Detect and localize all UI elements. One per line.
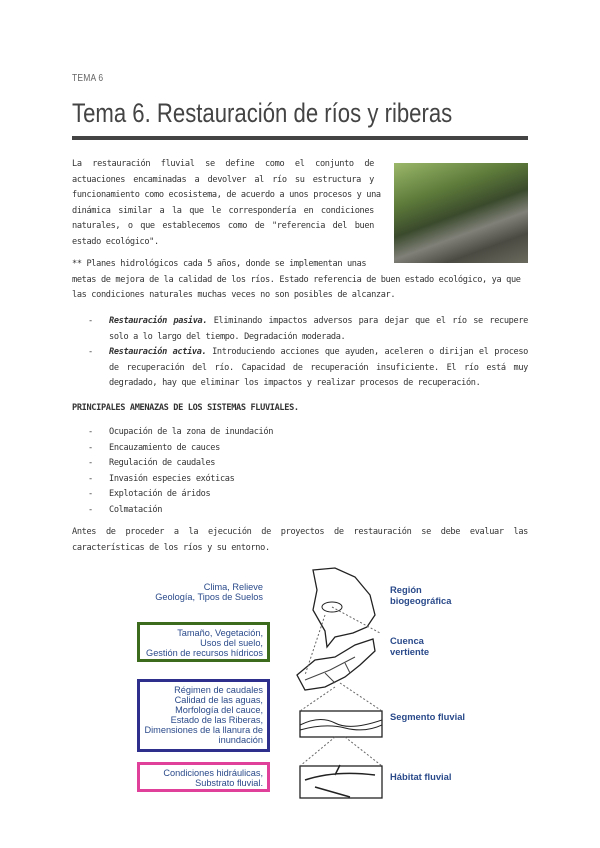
text-line: metas de mejora de la calidad de los ríos. Estado referencia de buen estado ecológico, ya que (72, 274, 521, 285)
scale-label-region: Región biogeográfica (390, 584, 452, 606)
factor-label: Régimen de caudales Calidad de las aguas, Morfología del cauce, Estado de las Riberas, Dimensiones de la llanura de inundación (144, 685, 263, 745)
section-kicker: TEMA 6 (72, 73, 104, 84)
text-line: ** Planes hidrológicos cada 5 años, donde se implementan unas (72, 259, 367, 269)
list-item: - Regulación de caudales (88, 456, 273, 472)
closing-paragraph (72, 525, 528, 556)
factor-label: Tamaño, Vegetación, Usos del suelo, Gestión de recursos hídricos (146, 628, 263, 658)
text-line: Eliminando impactos adversos para dejar que el río se recupere (213, 316, 528, 326)
river-scale-diagram (135, 565, 480, 805)
text-line: funcionamiento como ecosistema, de acuerdo a unos procesos y una (72, 190, 381, 201)
list-item: - Colmatación (88, 503, 273, 519)
text-line: las condiciones naturales muchas veces no son posibles de alcanzar. (72, 290, 396, 301)
nested-scales-drawing (275, 565, 390, 805)
term: Restauración activa. (109, 347, 207, 358)
threats-heading: PRINCIPALES AMENAZAS DE LOS SISTEMAS FLUVIALES. (72, 403, 299, 413)
text-line: de recuperación del río. Capacidad de recuperación insuficiente. El río está muy (109, 362, 528, 373)
factor-label: Clima, Relieve Geología, Tipos de Suelos (155, 582, 263, 602)
text-line: estado ecológico". (72, 236, 159, 247)
term: Restauración pasiva. (109, 316, 208, 326)
page-title: Tema 6. Restauración de ríos y riberas (72, 98, 453, 128)
factor-label: Condiciones hidráulicas, Substrato fluvial. (163, 768, 263, 788)
list-item: - Explotación de áridos (88, 487, 273, 503)
text-line: solo a lo largo del tiempo. Degradación moderada. (109, 331, 346, 342)
text-line: dinámica similar a la que le correspondería en condiciones (72, 205, 374, 216)
river-photo (394, 163, 528, 263)
list-item: - Encauzamiento de cauces (88, 441, 273, 457)
text-line: naturales, o que establecemos como de "referencia del buen (72, 221, 374, 232)
scale-label-basin: Cuenca vertiente (390, 635, 430, 657)
list-item (88, 314, 528, 345)
text-line: Antes de proceder a la ejecución de proyectos de restauración se debe evaluar las (72, 527, 528, 537)
scale-label-segment: Segmento fluvial (390, 711, 466, 722)
scale-label-habitat: Hábitat fluvial (390, 771, 452, 782)
title-rule (72, 136, 528, 140)
list-item: - Invasión especies exóticas (88, 472, 273, 488)
text-line: actuaciones encaminadas a devolver al río su estructura y (72, 174, 374, 185)
note-paragraph (72, 257, 528, 304)
text-line: características de los ríos y su entorno. (72, 542, 270, 553)
list-item: - Ocupación de la zona de inundación (88, 425, 273, 441)
list-item (88, 345, 528, 392)
threats-list (88, 425, 273, 519)
restoration-types-list (88, 314, 528, 392)
text-line: degradado, hay que eliminar los impactos y realizar procesos de recuperación. (109, 378, 481, 389)
text-line: La restauración fluvial se define como el conjunto de (72, 159, 374, 169)
text-line: Introduciendo acciones que ayuden, aceleren o dirijan el proceso (212, 347, 529, 358)
intro-paragraph (72, 157, 381, 251)
